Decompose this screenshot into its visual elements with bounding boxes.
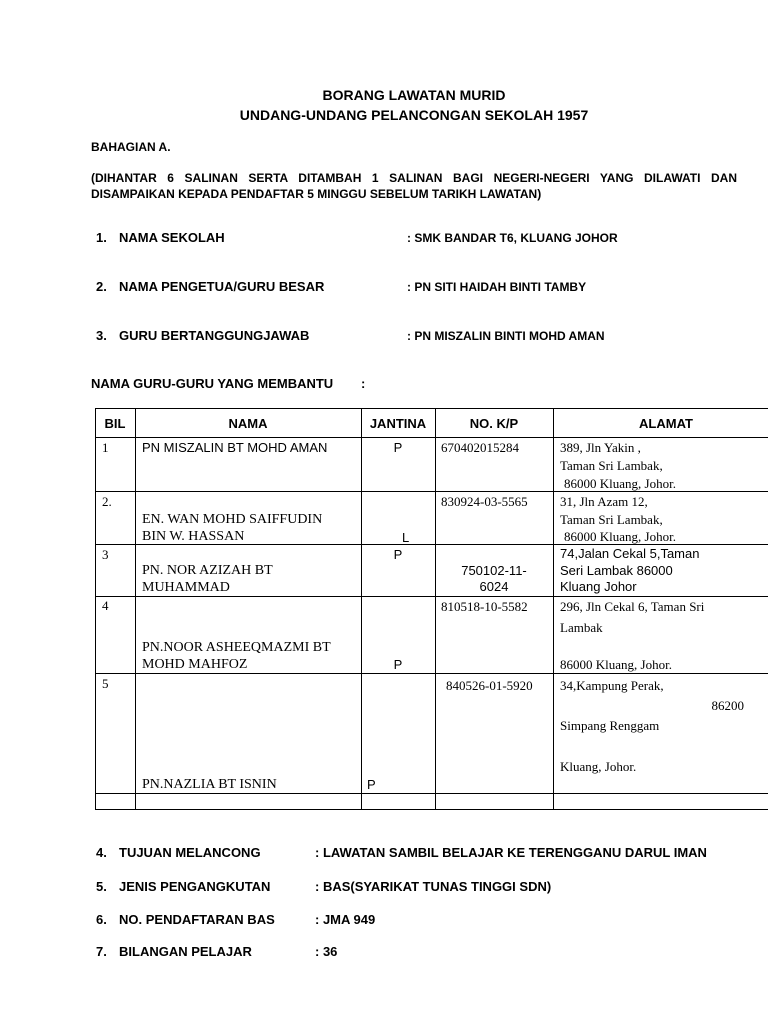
cell-alamat: 74,Jalan Cekal 5,Taman	[560, 546, 700, 561]
form-subtitle: UNDANG-UNDANG PELANCONGAN SEKOLAH 1957	[239, 107, 589, 123]
cell-jantina: P	[393, 440, 403, 455]
instructions-line-1: (DIHANTAR 6 SALINAN SERTA DITAMBAH 1 SALINAN BAGI NEGERI-NEGERI YANG DILAWATI DAN	[91, 171, 737, 185]
field-number: 4.	[96, 845, 107, 860]
cell-bil: 3	[102, 547, 109, 562]
cell-alamat: 389, Jln Yakin ,	[560, 440, 641, 455]
field-number: 2.	[96, 279, 107, 294]
field-value: : SMK BANDAR T6, KLUANG JOHOR	[407, 231, 618, 245]
column-header-alamat: ALAMAT	[639, 416, 693, 431]
field-number: 3.	[96, 328, 107, 343]
cell-jantina: P	[393, 547, 403, 562]
field-label: NAMA PENGETUA/GURU BESAR	[119, 279, 325, 294]
column-header-nama: NAMA	[228, 416, 268, 431]
cell-alamat: Kluang, Johor.	[560, 759, 637, 774]
cell-alamat: Seri Lambak 86000	[560, 563, 673, 578]
field-label: GURU BERTANGGUNGJAWAB	[119, 328, 310, 343]
cell-nama: MOHD MAHFOZ	[142, 657, 248, 672]
cell-no-kp: 830924-03-5565	[441, 494, 528, 509]
cell-nama: EN. WAN MOHD SAIFFUDIN	[142, 512, 323, 527]
cell-jantina: L	[402, 530, 410, 545]
cell-nama: PN.NAZLIA BT ISNIN	[142, 777, 277, 792]
column-header-jantina: JANTINA	[369, 416, 427, 431]
field-value: : LAWATAN SAMBIL BELAJAR KE TERENGGANU DARUL IMAN	[315, 845, 707, 860]
form-title: BORANG LAWATAN MURID	[322, 87, 506, 103]
field-label: NO. PENDAFTARAN BAS	[119, 912, 275, 927]
field-value: : 36	[315, 944, 338, 959]
cell-alamat: 296, Jln Cekal 6, Taman Sri	[560, 599, 705, 614]
cell-alamat: 86200	[711, 698, 744, 713]
field-label: JENIS PENGANGKUTAN	[119, 879, 271, 894]
field-number: 5.	[96, 879, 107, 894]
instructions-line-2: DISAMPAIKAN KEPADA PENDAFTAR 5 MINGGU SEBELUM TARIKH LAWATAN)	[91, 187, 542, 201]
column-header-bil: BIL	[104, 416, 126, 431]
field-label: TUJUAN MELANCONG	[119, 845, 261, 860]
cell-nama: BIN W. HASSAN	[142, 529, 245, 544]
field-value: : JMA 949	[315, 912, 376, 927]
field-label: NAMA SEKOLAH	[119, 230, 225, 245]
cell-no-kp: 810518-10-5582	[441, 599, 528, 614]
cell-jantina: P	[367, 777, 376, 792]
cell-alamat: Taman Sri Lambak,	[560, 512, 663, 527]
cell-alamat: Simpang Renggam	[560, 718, 660, 733]
helpers-heading: NAMA GURU-GURU YANG MEMBANTU	[91, 376, 334, 391]
cell-alamat: 86000 Kluang, Johor.	[564, 529, 676, 544]
field-number: 6.	[96, 912, 107, 927]
cell-alamat: Lambak	[560, 620, 603, 635]
field-number: 7.	[96, 944, 107, 959]
section-heading: BAHAGIAN A.	[91, 140, 171, 154]
cell-nama: PN. NOR AZIZAH BT	[142, 563, 273, 578]
cell-jantina: P	[393, 657, 403, 672]
cell-alamat: 34,Kampung Perak,	[560, 678, 664, 693]
cell-nama: PN.NOOR ASHEEQMAZMI BT	[142, 640, 331, 655]
column-header-no-kp: NO. K/P	[469, 416, 519, 431]
cell-alamat: Kluang Johor	[560, 579, 637, 594]
cell-alamat: Taman Sri Lambak,	[560, 458, 663, 473]
cell-alamat: 86000 Kluang, Johor.	[564, 476, 676, 491]
cell-alamat: 31, Jln Azam 12,	[560, 494, 648, 509]
cell-no-kp: 6024	[479, 579, 509, 594]
field-number: 1.	[96, 230, 107, 245]
field-value: : BAS(SYARIKAT TUNAS TINGGI SDN)	[315, 879, 552, 894]
cell-nama: PN MISZALIN BT MOHD AMAN	[142, 440, 328, 455]
cell-bil: 4	[102, 598, 109, 613]
cell-bil: 1	[102, 440, 109, 455]
field-value: : PN MISZALIN BINTI MOHD AMAN	[407, 329, 605, 343]
cell-nama: MUHAMMAD	[142, 580, 230, 595]
helpers-colon: :	[361, 376, 366, 391]
cell-bil: 5	[102, 676, 109, 691]
cell-alamat: 86000 Kluang, Johor.	[560, 657, 672, 672]
cell-no-kp: 670402015284	[441, 440, 519, 455]
cell-bil: 2.	[102, 494, 112, 509]
field-value: : PN SITI HAIDAH BINTI TAMBY	[407, 280, 587, 294]
field-label: BILANGAN PELAJAR	[119, 944, 252, 959]
cell-no-kp: 840526-01-5920	[446, 678, 533, 693]
cell-no-kp: 750102-11-	[461, 563, 527, 578]
